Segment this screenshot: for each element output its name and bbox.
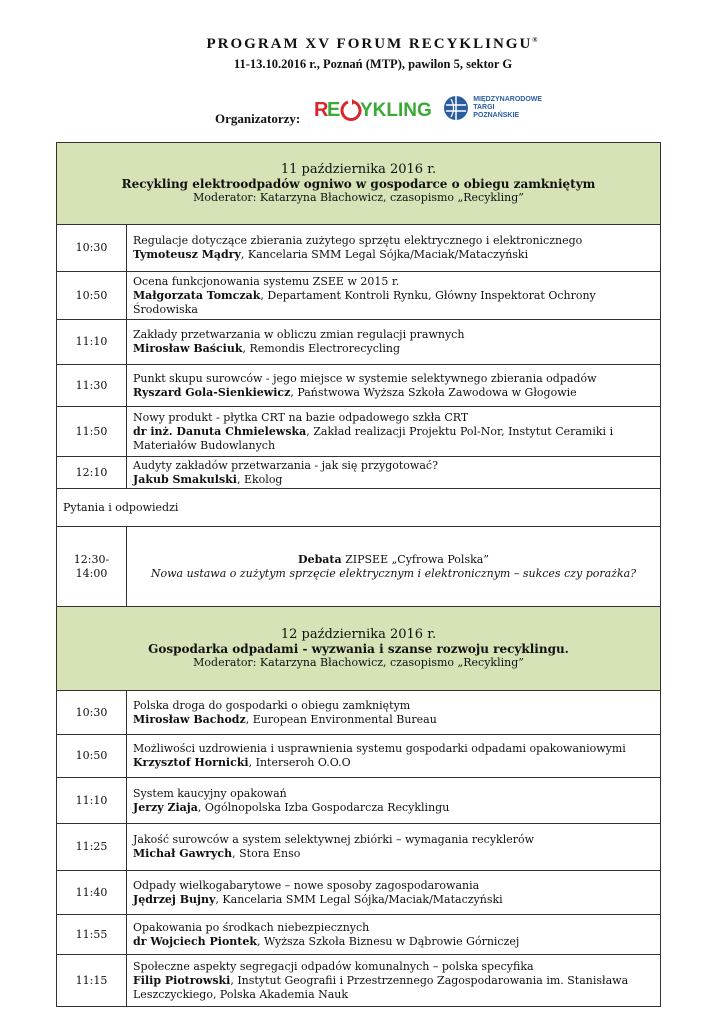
session-cell: Nowy produkt - płytka CRT na bazie odpadowego szkła CRT dr inż. Danuta Chmielewska, Zakład realizacji Projektu Pol-Nor, Instytut Ceramiki i Materiałów Budowlanych [127, 407, 661, 457]
table-row: 11:10 System kaucyjny opakowań Jerzy Ziaja, Ogólnopolska Izba Gospodarcza Recyklingu [57, 778, 661, 824]
session-cell: Opakowania po środkach niebezpiecznych dr Wojciech Piontek, Wyższa Szkoła Biznesu w Dąbrowie Górniczej [127, 915, 661, 955]
globe-icon [442, 94, 470, 122]
table-row: 11:10 Zakłady przetwarzania w obliczu zmian regulacji prawnych Mirosław Baściuk, Remondis Electrorecycling [57, 320, 661, 365]
recykling-logo [314, 88, 432, 128]
table-row: 10:50 Ocena funkcjonowania systemu ZSEE w 2015 r. Małgorzata Tomczak, Departament Kontroli Rynku, Główny Inspektorat Ochrony Środowiska [57, 272, 661, 320]
debate-row [57, 527, 661, 607]
program-table [56, 142, 661, 1007]
table-row: 11:25 Jakość surowców a system selektywnej zbiórki – wymagania recyklerów Michał Gawrych, Stora Enso [57, 824, 661, 871]
table-row: 11:15 Społeczne aspekty segregacji odpadów komunalnych – polska specyfika Filip Piotrowski, Instytut Geografii i Przestrzennego Zagospodarowania im. Stanisława Leszczyckiego, Polska Akademia Nauk [57, 955, 661, 1007]
svg-text:YKLING: YKLING [360, 100, 432, 121]
page-title: PROGRAM XV FORUM RECYKLINGU® [206, 36, 538, 52]
svg-text:R: R [314, 99, 329, 121]
table-row: 10:30 Polska droga do gospodarki o obiegu zamkniętym Mirosław Bachodz, European Environmental Bureau [57, 691, 661, 735]
table-row: 11:30 Punkt skupu surowców - jego miejsce w systemie selektywnego zbierania odpadów Ryszard Gola-Sienkiewicz, Państwowa Wyższa Szkoła Zawodowa w Głogowie [57, 365, 661, 407]
table-row: 11:55 Opakowania po środkach niebezpiecznych dr Wojciech Piontek, Wyższa Szkoła Biznesu w Dąbrowie Górniczej [57, 915, 661, 955]
session-cell: Punkt skupu surowców - jego miejsce w systemie selektywnego zbierania odpadów Ryszard Gola-Sienkiewicz, Państwowa Wyższa Szkoła Zawodowa w Głogowie [127, 365, 661, 407]
table-row: 10:50 Możliwości uzdrowienia i usprawnienia systemu gospodarki odpadami opakowaniowymi Krzysztof Hornicki, Interseroh O.O.O [57, 735, 661, 778]
day-header-row [57, 607, 661, 691]
table-row: 12:10 Audyty zakładów przetwarzania - jak się przygotować? Jakub Smakulski, Ekolog [57, 457, 661, 489]
organizers-row [215, 88, 542, 128]
table-row: 10:30 Regulacje dotyczące zbierania zużytego sprzętu elektrycznego i elektronicznego Tymoteusz Mądry, Kancelaria SMM Legal Sójka/Maciak/Mataczyński [57, 225, 661, 272]
debate-cell: Debata ZIPSEE „Cyfrowa Polska” Nowa ustawa o zużytym sprzęcie elektrycznym i elektronicznym – sukces czy porażka? [127, 527, 661, 607]
mtp-logo: MIĘDZYNARODOWE TARGI POZNAŃSKIE [442, 94, 542, 122]
table-row: 11:50 Nowy produkt - płytka CRT na bazie odpadowego szkła CRT dr inż. Danuta Chmielewska, Zakład realizacji Projektu Pol-Nor, Instytut Ceramiki i Materiałów Budowlanych [57, 407, 661, 457]
session-cell: Zakłady przetwarzania w obliczu zmian regulacji prawnych Mirosław Baściuk, Remondis Electrorecycling [127, 320, 661, 365]
qa-cell: Pytania i odpowiedzi [57, 489, 661, 527]
session-cell: Ocena funkcjonowania systemu ZSEE w 2015 r. Małgorzata Tomczak, Departament Kontroli Rynku, Główny Inspektorat Ochrony Środowiska [127, 272, 661, 320]
session-cell: Audyty zakładów przetwarzania - jak się przygotować? Jakub Smakulski, Ekolog [127, 457, 661, 489]
document-header [0, 36, 724, 72]
table-row: 11:40 Odpady wielkogabarytowe – nowe sposoby zagospodarowania Jędrzej Bujny, Kancelaria SMM Legal Sójka/Maciak/Mataczyński [57, 871, 661, 915]
session-cell: System kaucyjny opakowań Jerzy Ziaja, Ogólnopolska Izba Gospodarcza Recyklingu [127, 778, 661, 824]
session-cell: Regulacje dotyczące zbierania zużytego sprzętu elektrycznego i elektronicznego Tymoteusz Mądry, Kancelaria SMM Legal Sójka/Maciak/Mataczyński [127, 225, 661, 272]
session-cell: Możliwości uzdrowienia i usprawnienia systemu gospodarki odpadami opakowaniowymi Krzysztof Hornicki, Interseroh O.O.O [127, 735, 661, 778]
day-header: 12 października 2016 r. Gospodarka odpadami - wyzwania i szanse rozwoju recyklingu. Moderator: Katarzyna Błachowicz, czasopismo „Recykling” [57, 607, 661, 691]
session-cell: Jakość surowców a system selektywnej zbiórki – wymagania recyklerów Michał Gawrych, Stora Enso [127, 824, 661, 871]
debate-time: 12:30- 14:00 [57, 527, 127, 607]
session-cell: Polska droga do gospodarki o obiegu zamkniętym Mirosław Bachodz, European Environmental Bureau [127, 691, 661, 735]
organizers-label: Organizatorzy: [215, 111, 301, 126]
registered-mark: ® [532, 36, 538, 44]
svg-text:E: E [327, 99, 341, 121]
page-subtitle: 11-13.10.2016 r., Poznań (MTP), pawilon 5, sektor G [233, 57, 513, 71]
session-cell: Społeczne aspekty segregacji odpadów komunalnych – polska specyfika Filip Piotrowski, Instytut Geografii i Przestrzennego Zagospodarowania im. Stanisława Leszczyckiego, Polska Akademia Nauk [127, 955, 661, 1007]
day-header: 11 października 2016 r. Recykling elektroodpadów ogniwo w gospodarce o obiegu zamkniętym Moderator: Katarzyna Błachowicz, czasopismo „Recykling” [57, 143, 661, 225]
day-header-row [57, 143, 661, 225]
session-cell: Odpady wielkogabarytowe – nowe sposoby zagospodarowania Jędrzej Bujny, Kancelaria SMM Legal Sójka/Maciak/Mataczyński [127, 871, 661, 915]
qa-row [57, 489, 661, 527]
